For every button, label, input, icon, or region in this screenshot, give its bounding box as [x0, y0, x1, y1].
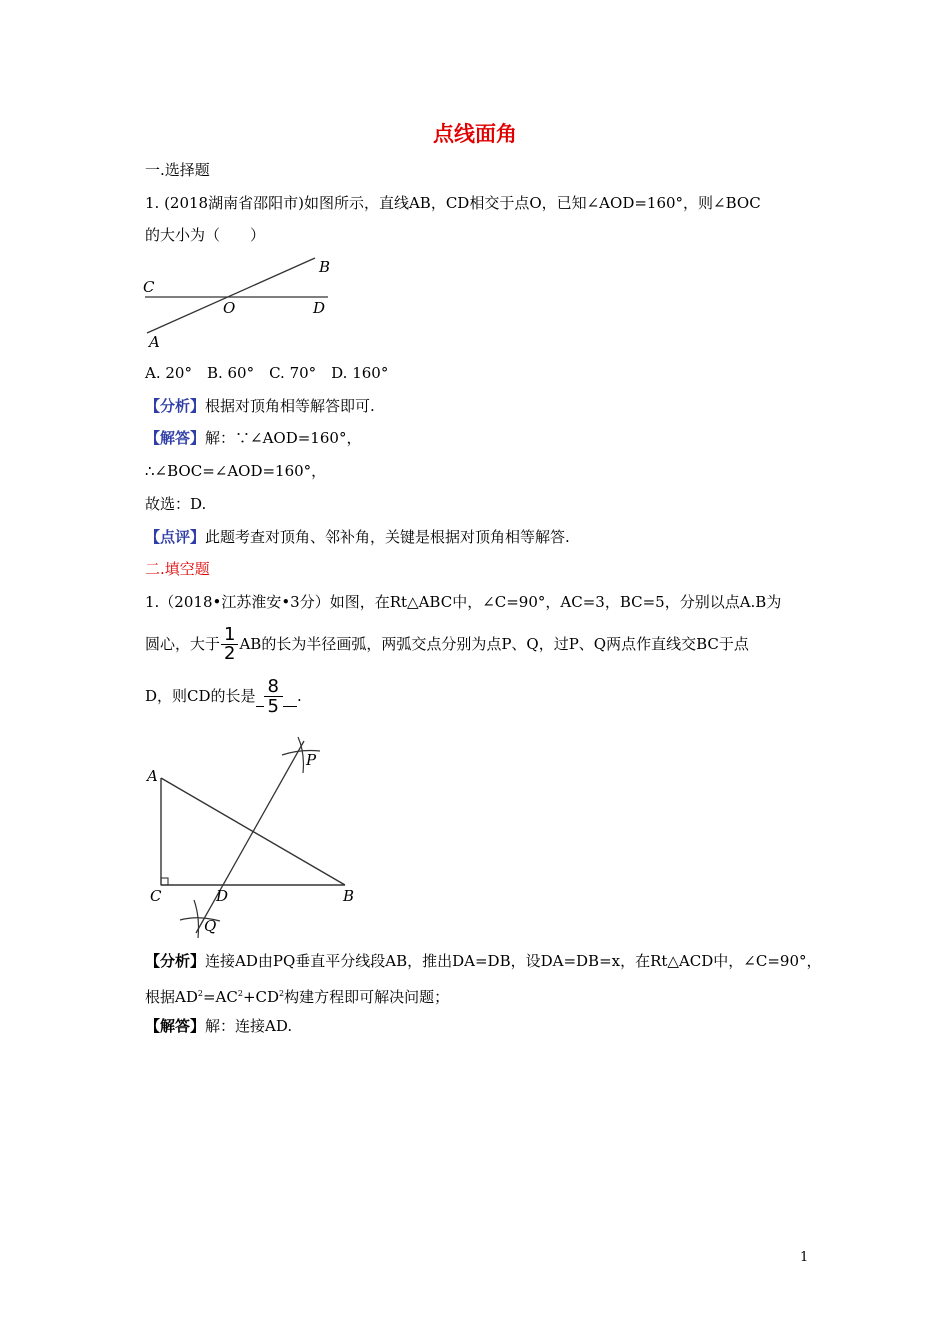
analysis-text: 根据对顶角相等解答即可.: [205, 397, 375, 415]
answer-numerator: 8: [267, 675, 279, 697]
formula-part-ac: =AC: [202, 988, 238, 1006]
comment-text: 此题考查对顶角、邻补角，关键是根据对顶角相等解答.: [205, 528, 570, 546]
solution-text-2: 解：连接AD.: [205, 1017, 293, 1035]
label-b: B: [343, 887, 355, 905]
answer-denominator: 5: [264, 696, 283, 716]
solution-tag: 【解答】: [145, 429, 206, 447]
right-triangle-construction-figure: [140, 735, 380, 940]
question-1-solution: [145, 428, 361, 448]
line-ab: [147, 258, 315, 333]
fraction-denominator: 2: [221, 644, 238, 663]
label-q: Q: [204, 917, 217, 935]
analysis-tag-2: 【分析】: [145, 952, 206, 970]
superscript-2: 2: [237, 989, 243, 998]
label-b: B: [319, 258, 331, 276]
line3-suffix: .: [296, 687, 302, 705]
page-number: 1: [800, 1250, 809, 1265]
label-a: A: [149, 333, 160, 350]
perpendicular-bisector-pq: [196, 741, 304, 933]
question-2-text-line3: [145, 674, 302, 718]
superscript-2: 2: [197, 989, 203, 998]
analysis-text-2: 连接AD由PQ垂直平分线段AB，推出DA=DB，设DA=DB=x，在Rt△ACD中，∠C=90°，: [205, 952, 822, 970]
fraction-numerator: 1: [224, 623, 236, 645]
right-angle-mark: [161, 878, 168, 885]
answer-blank-right: [283, 706, 297, 707]
question-1-analysis: [145, 396, 375, 416]
analysis-tag: 【分析】: [145, 397, 206, 415]
question-1-text-line2: 的大小为（ ）: [145, 226, 266, 244]
half-fraction: [221, 623, 238, 664]
label-d: D: [313, 299, 326, 317]
solution-tag-2: 【解答】: [145, 1017, 206, 1035]
section-heading-choice: 一.选择题: [145, 161, 210, 179]
question-1-text-line1: 1. (2018湖南省邵阳市)如图所示，直线AB，CD相交于点O，已知∠AOD=160°，则∠BOC: [145, 194, 761, 212]
formula-part-cd: +CD: [242, 988, 280, 1006]
solution-text: 解：∵∠AOD=160°，: [205, 429, 362, 447]
intersecting-lines-figure: [135, 250, 345, 350]
question-2-text-line1: 1.（2018•江苏淮安•3分）如图，在Rt△ABC中，∠C=90°，AC=3，BC=5，分别以点A.B为: [145, 593, 782, 611]
question-2-analysis-line2: [145, 984, 449, 1007]
formula-part-ad: 根据AD: [145, 988, 198, 1006]
answer-blank-left: [256, 706, 264, 707]
question-2-analysis: [145, 951, 822, 971]
label-c: C: [150, 887, 162, 905]
question-2-text-line2: [145, 622, 749, 666]
superscript-2: 2: [279, 989, 285, 998]
label-o: O: [223, 299, 236, 317]
question-1-options: A. 20° B. 60° C. 70° D. 160°: [145, 364, 389, 382]
question-1-step2: ∴∠BOC=∠AOD=160°，: [145, 462, 327, 480]
label-c: C: [143, 278, 155, 296]
line3-prefix: D，则CD的长是: [145, 687, 256, 705]
question-1-comment: [145, 527, 570, 547]
label-p: P: [306, 751, 317, 769]
question-2-solution: [145, 1016, 292, 1036]
comment-tag: 【点评】: [145, 528, 206, 546]
label-a: A: [147, 767, 158, 785]
line2-prefix: 圆心，大于: [145, 635, 221, 653]
page-title: 点线面角: [433, 122, 517, 146]
line2-suffix: AB的长为半径画弧，两弧交点分别为点P、Q，过P、Q两点作直线交BC于点: [239, 635, 749, 653]
formula-tail: 构建方程即可解决问题；: [284, 988, 450, 1006]
section-heading-fill: 二.填空题: [145, 560, 210, 578]
answer-fraction: [264, 677, 283, 716]
label-d: D: [216, 887, 229, 905]
question-1-choice: 故选：D.: [145, 495, 207, 513]
